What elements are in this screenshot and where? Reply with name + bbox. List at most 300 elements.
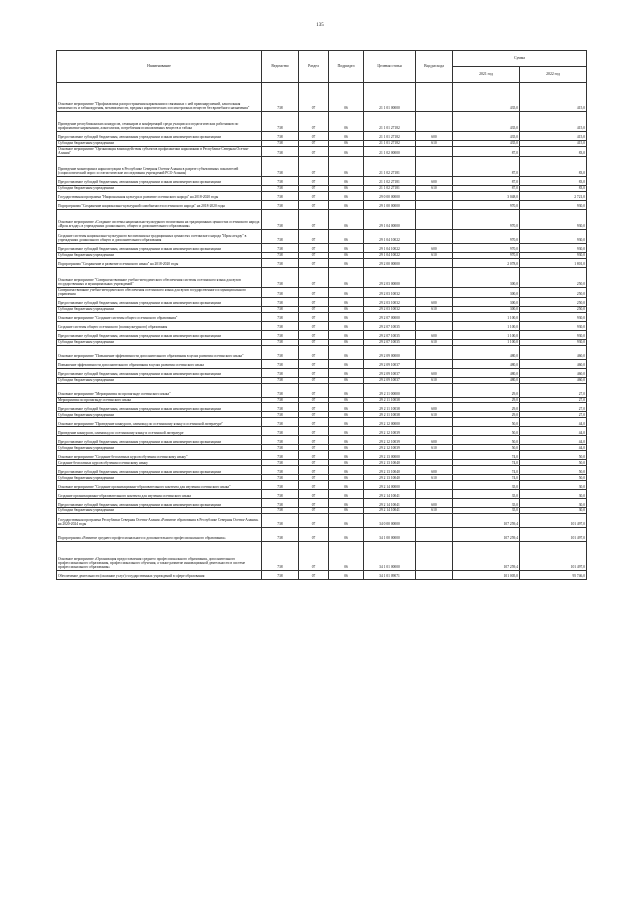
row-section: 07 — [299, 499, 329, 508]
row-section: 07 — [299, 321, 329, 330]
table-row — [57, 146, 587, 156]
row-sum-2022: 50,0 — [520, 451, 587, 460]
row-name: Предоставление субсидий бюджетным, автономным учреждениям и иным некоммерческим организациям — [57, 499, 262, 508]
row-name: Субсидии бюджетным учреждениям — [57, 185, 262, 191]
row-section: 07 — [299, 229, 329, 243]
table-row — [57, 200, 587, 209]
row-department: 738 — [262, 460, 299, 466]
table-body — [57, 83, 587, 580]
row-section: 07 — [299, 466, 329, 475]
row-target-article: 29 2 09 10037 — [364, 359, 416, 368]
row-sum-2022: 27,0 — [520, 383, 587, 397]
row-target-article: 29 2 13 10040 — [364, 466, 416, 475]
row-section: 07 — [299, 83, 329, 112]
row-section: 07 — [299, 513, 329, 527]
row-subsection: 06 — [329, 490, 364, 499]
row-expense-type: 600 — [416, 436, 453, 445]
row-target-article: 29 2 13 10040 — [364, 460, 416, 466]
row-department: 738 — [262, 112, 299, 132]
row-sum-2022: 250,0 — [520, 297, 587, 306]
row-section: 07 — [299, 570, 329, 579]
row-name: Субсидии бюджетным учреждениям — [57, 412, 262, 418]
row-subsection: 06 — [329, 141, 364, 147]
row-section: 07 — [299, 243, 329, 252]
row-sum-2021: 300,0 — [453, 297, 520, 306]
table-row — [57, 297, 587, 306]
row-name: Создание системы национально-культурного воспитания на традиционных ценностях осетинского народа "Ирон агъдау" в учреждениях дошкольного общего и дополнительного образования — [57, 229, 262, 243]
row-name: Основное мероприятие "Совершенствование учебно-методического обеспечения системы осетинского языка для вузов государственных и муниципальных учреждений" — [57, 267, 262, 287]
header-name: Наименование — [57, 51, 262, 83]
row-subsection: 06 — [329, 321, 364, 330]
row-subsection: 06 — [329, 499, 364, 508]
row-department: 738 — [262, 403, 299, 412]
row-department: 738 — [262, 132, 299, 141]
row-department: 738 — [262, 541, 299, 570]
row-subsection: 06 — [329, 527, 364, 541]
table-row — [57, 330, 587, 339]
row-expense-type — [416, 513, 453, 527]
row-section: 07 — [299, 383, 329, 397]
table-row — [57, 287, 587, 297]
row-expense-type: 600 — [416, 330, 453, 339]
row-subsection: 06 — [329, 466, 364, 475]
row-sum-2021: 480,0 — [453, 377, 520, 383]
row-subsection: 06 — [329, 427, 364, 436]
row-department: 738 — [262, 513, 299, 527]
page-number: 135 — [316, 23, 324, 28]
row-department: 738 — [262, 418, 299, 427]
row-department: 738 — [262, 156, 299, 176]
row-sum-2022: 415,0 — [520, 132, 587, 141]
row-sum-2021: 87,0 — [453, 146, 520, 156]
row-sum-2021: 35,0 — [453, 508, 520, 514]
row-target-article: 21 1 01 27182 — [364, 132, 416, 141]
row-subsection: 06 — [329, 243, 364, 252]
row-sum-2022: 930,0 — [520, 339, 587, 345]
header-year-2021: 2021 год — [453, 67, 520, 83]
row-sum-2021: 29,0 — [453, 403, 520, 412]
row-subsection: 06 — [329, 112, 364, 132]
row-sum-2022: 460,0 — [520, 368, 587, 377]
row-expense-type: 610 — [416, 445, 453, 451]
row-department: 738 — [262, 176, 299, 185]
row-sum-2022: 83,0 — [520, 146, 587, 156]
row-sum-2021: 29,0 — [453, 397, 520, 403]
row-subsection: 06 — [329, 451, 364, 460]
row-subsection: 06 — [329, 377, 364, 383]
row-section: 07 — [299, 297, 329, 306]
row-name: Предоставление субсидий бюджетным, автономным учреждениям и иным некоммерческим организациям — [57, 176, 262, 185]
row-target-article: 21 1 01 00000 — [364, 83, 416, 112]
row-expense-type — [416, 490, 453, 499]
header-department: Ведомство — [262, 51, 299, 83]
row-section: 07 — [299, 541, 329, 570]
row-target-article: 29 2 14 10041 — [364, 508, 416, 514]
row-sum-2022: 250,0 — [520, 287, 587, 297]
row-target-article: 29 2 13 00000 — [364, 451, 416, 460]
row-department: 738 — [262, 481, 299, 490]
row-name: Субсидии бюджетным учреждениям — [57, 339, 262, 345]
row-section: 07 — [299, 418, 329, 427]
header-year-2022: 2022 год — [520, 67, 587, 83]
row-sum-2022: 44,0 — [520, 445, 587, 451]
row-target-article: 29 2 00 00000 — [364, 258, 416, 267]
table-header — [57, 51, 587, 83]
row-subsection: 06 — [329, 513, 364, 527]
row-sum-2021: 87,0 — [453, 176, 520, 185]
row-target-article: 29 2 14 00000 — [364, 481, 416, 490]
row-department: 738 — [262, 445, 299, 451]
row-subsection: 06 — [329, 146, 364, 156]
row-department: 738 — [262, 527, 299, 541]
row-sum-2022: 27,0 — [520, 397, 587, 403]
row-sum-2022: 30,0 — [520, 490, 587, 499]
row-subsection: 06 — [329, 445, 364, 451]
row-name: Повышение эффективности дополнительного образования в целях развития осетинского языка — [57, 359, 262, 368]
row-subsection: 06 — [329, 185, 364, 191]
row-sum-2021: 50,0 — [453, 436, 520, 445]
row-department: 738 — [262, 339, 299, 345]
row-target-article: 21 1 02 00000 — [364, 146, 416, 156]
row-subsection: 06 — [329, 330, 364, 339]
row-sum-2022: 415,0 — [520, 112, 587, 132]
row-target-article: 29 1 04 10022 — [364, 252, 416, 258]
row-section: 07 — [299, 475, 329, 481]
row-subsection: 06 — [329, 306, 364, 312]
row-sum-2022: 50,0 — [520, 460, 587, 466]
row-department: 738 — [262, 229, 299, 243]
row-subsection: 06 — [329, 508, 364, 514]
row-department: 738 — [262, 191, 299, 200]
row-expense-type — [416, 312, 453, 321]
row-department: 738 — [262, 475, 299, 481]
header-subsection: Подраздел — [329, 51, 364, 83]
header-expense-type: Вид расхода — [416, 51, 453, 83]
row-sum-2022: 27,0 — [520, 403, 587, 412]
row-sum-2022: 930,0 — [520, 200, 587, 209]
row-name: Основное мероприятие "Создание бесплатных курсов обучения осетинскому языку" — [57, 451, 262, 460]
row-name: Государственная программа Республики Северная Осетия-Алания «Развитие образования в Республике Северная Осетия-Алания» на 2020-2024 годы — [57, 513, 262, 527]
row-section: 07 — [299, 200, 329, 209]
row-target-article: 29 2 03 10032 — [364, 297, 416, 306]
row-sum-2021: 1 100,0 — [453, 339, 520, 345]
row-department: 738 — [262, 321, 299, 330]
row-section: 07 — [299, 527, 329, 541]
table-row — [57, 359, 587, 368]
row-subsection: 06 — [329, 368, 364, 377]
row-sum-2022: 930,0 — [520, 243, 587, 252]
row-target-article: 21 1 01 27182 — [364, 112, 416, 132]
row-subsection: 06 — [329, 312, 364, 321]
row-section: 07 — [299, 436, 329, 445]
row-subsection: 06 — [329, 345, 364, 359]
row-sum-2021: 970,0 — [453, 252, 520, 258]
row-section: 07 — [299, 132, 329, 141]
row-section: 07 — [299, 176, 329, 185]
row-department: 738 — [262, 330, 299, 339]
row-target-article: 29 2 12 10039 — [364, 445, 416, 451]
row-expense-type — [416, 287, 453, 297]
row-sum-2021: 435,0 — [453, 83, 520, 112]
table-row — [57, 267, 587, 287]
row-sum-2021: 435,0 — [453, 132, 520, 141]
row-sum-2022: 1 801,0 — [520, 258, 587, 267]
table-row — [57, 83, 587, 112]
row-sum-2021: 480,0 — [453, 345, 520, 359]
row-target-article: 29 2 03 00000 — [364, 267, 416, 287]
table-row — [57, 191, 587, 200]
row-section: 07 — [299, 209, 329, 229]
row-sum-2022: 415,0 — [520, 83, 587, 112]
table-row — [57, 321, 587, 330]
row-sum-2022: 44,0 — [520, 418, 587, 427]
row-expense-type — [416, 191, 453, 200]
row-department: 738 — [262, 397, 299, 403]
row-expense-type: 600 — [416, 243, 453, 252]
row-expense-type: 600 — [416, 132, 453, 141]
row-section: 07 — [299, 258, 329, 267]
row-section: 07 — [299, 330, 329, 339]
row-subsection: 06 — [329, 267, 364, 287]
row-department: 738 — [262, 141, 299, 147]
row-expense-type: 600 — [416, 176, 453, 185]
row-name: Основное мероприятие «Создание системы национально-культурного воспитания на традиционных ценностях осетинского народа «Ирон агъдау» в учреждениях дошкольного, общего и дополнительного образования» — [57, 209, 262, 229]
row-sum-2022: 460,0 — [520, 345, 587, 359]
row-sum-2021: 107 259,4 — [453, 513, 520, 527]
row-section: 07 — [299, 287, 329, 297]
row-section: 07 — [299, 191, 329, 200]
row-name: Предоставление субсидий бюджетным, автономным учреждениям и иным некоммерческим организациям — [57, 436, 262, 445]
row-section: 07 — [299, 427, 329, 436]
row-sum-2022: 930,0 — [520, 330, 587, 339]
row-target-article: 29 2 03 10032 — [364, 287, 416, 297]
row-department: 738 — [262, 287, 299, 297]
row-expense-type — [416, 418, 453, 427]
row-sum-2022: 30,0 — [520, 499, 587, 508]
row-subsection: 06 — [329, 481, 364, 490]
row-section: 07 — [299, 185, 329, 191]
row-department: 738 — [262, 368, 299, 377]
row-target-article: 29 2 09 10037 — [364, 368, 416, 377]
row-sum-2021: 74,0 — [453, 475, 520, 481]
row-name: Создание бесплатных курсов обучения осетинскому языку — [57, 460, 262, 466]
row-section: 07 — [299, 156, 329, 176]
row-sum-2021: 50,0 — [453, 418, 520, 427]
row-name: Основное мероприятие «Организация предоставления среднего профессионального образования, дополнительного профессионального образования, профессионального обучения, а также развитие инновационной деятельности в системе профессионального образования» — [57, 541, 262, 570]
header-target-article: Целевая статья — [364, 51, 416, 83]
table-row — [57, 112, 587, 132]
row-subsection: 06 — [329, 229, 364, 243]
row-name: Основное мероприятие "Организация взаимодействия субъектов профилактики наркомании в Республике Северная Осетия-Алания" — [57, 146, 262, 156]
row-sum-2021: 50,0 — [453, 445, 520, 451]
row-expense-type — [416, 267, 453, 287]
row-name: Создание системы общего осетинского (поликультурного) образования — [57, 321, 262, 330]
row-target-article: 29 1 04 00000 — [364, 209, 416, 229]
row-expense-type — [416, 359, 453, 368]
row-section: 07 — [299, 481, 329, 490]
row-name: Предоставление субсидий бюджетным, автономным учреждениям и иным некоммерческим организациям — [57, 466, 262, 475]
row-sum-2021: 435,0 — [453, 112, 520, 132]
row-department: 738 — [262, 466, 299, 475]
row-name: Мероприятия по пропаганде осетинского языка — [57, 397, 262, 403]
row-target-article: 34 1 01 00000 — [364, 541, 416, 570]
row-subsection: 06 — [329, 191, 364, 200]
row-sum-2022: 83,0 — [520, 176, 587, 185]
row-section: 07 — [299, 451, 329, 460]
row-subsection: 06 — [329, 176, 364, 185]
row-department: 738 — [262, 243, 299, 252]
row-target-article: 29 2 07 00000 — [364, 312, 416, 321]
row-department: 738 — [262, 209, 299, 229]
row-name: Основное мероприятие "Повышение эффективности дополнительного образования в целях развития осетинского языка" — [57, 345, 262, 359]
row-sum-2021: 107 259,4 — [453, 527, 520, 541]
row-sum-2021: 29,0 — [453, 412, 520, 418]
row-department: 738 — [262, 252, 299, 258]
row-name: Предоставление субсидий бюджетным, автономным учреждениям и иным некоммерческим организациям — [57, 243, 262, 252]
row-department: 738 — [262, 297, 299, 306]
row-target-article: 21 1 02 27181 — [364, 185, 416, 191]
row-section: 07 — [299, 445, 329, 451]
row-section: 07 — [299, 345, 329, 359]
row-subsection: 06 — [329, 397, 364, 403]
row-expense-type: 610 — [416, 475, 453, 481]
row-expense-type — [416, 427, 453, 436]
row-name: Совершенствование учебно-методического обеспечения осетинского языка для вузов государственного и муниципального управления — [57, 287, 262, 297]
table-row — [57, 243, 587, 252]
row-expense-type — [416, 146, 453, 156]
table-row — [57, 427, 587, 436]
header-section: Раздел — [299, 51, 329, 83]
table-row — [57, 312, 587, 321]
table-row — [57, 499, 587, 508]
row-section: 07 — [299, 377, 329, 383]
row-name: Подпрограмма "Сохранение и развитие осетинского языка" на 2018-2020 годы — [57, 258, 262, 267]
row-subsection: 06 — [329, 252, 364, 258]
row-expense-type — [416, 481, 453, 490]
row-name: Субсидии бюджетным учреждениям — [57, 445, 262, 451]
row-section: 07 — [299, 397, 329, 403]
row-name: Подпрограмма "Сохранение национально-культурной самобытности осетинского народа" на 2018-2020 годы — [57, 200, 262, 209]
row-name: Предоставление субсидий бюджетным, автономным учреждениям и иным некоммерческим организациям — [57, 297, 262, 306]
row-expense-type: 600 — [416, 466, 453, 475]
row-target-article: 21 1 02 27181 — [364, 156, 416, 176]
row-subsection: 06 — [329, 418, 364, 427]
row-department: 738 — [262, 383, 299, 397]
table-row — [57, 383, 587, 397]
row-sum-2021: 970,0 — [453, 229, 520, 243]
row-section: 07 — [299, 359, 329, 368]
row-name: Государственная программа "Национальная культура и развитие осетинского народа" на 2018-2020 годы — [57, 191, 262, 200]
row-sum-2021: 35,0 — [453, 490, 520, 499]
row-sum-2021: 1 100,0 — [453, 330, 520, 339]
row-subsection: 06 — [329, 383, 364, 397]
row-sum-2022: 50,0 — [520, 475, 587, 481]
row-department: 738 — [262, 427, 299, 436]
row-section: 07 — [299, 403, 329, 412]
row-section: 07 — [299, 306, 329, 312]
row-sum-2021: 74,0 — [453, 466, 520, 475]
row-target-article: 29 2 11 10038 — [364, 403, 416, 412]
row-target-article: 29 2 13 10040 — [364, 475, 416, 481]
row-target-article: 29 2 14 10041 — [364, 490, 416, 499]
row-sum-2021: 2 078,0 — [453, 258, 520, 267]
row-sum-2022: 930,0 — [520, 321, 587, 330]
row-subsection: 06 — [329, 475, 364, 481]
row-sum-2022: 101 497,0 — [520, 513, 587, 527]
row-subsection: 06 — [329, 339, 364, 345]
row-expense-type: 610 — [416, 252, 453, 258]
table-row — [57, 176, 587, 185]
table-row — [57, 527, 587, 541]
row-department: 738 — [262, 345, 299, 359]
row-target-article: 29 0 00 00000 — [364, 191, 416, 200]
row-target-article: 29 2 07 10035 — [364, 321, 416, 330]
row-section: 07 — [299, 252, 329, 258]
row-department: 738 — [262, 267, 299, 287]
row-name: Субсидии бюджетным учреждениям — [57, 306, 262, 312]
row-sum-2022: 27,0 — [520, 412, 587, 418]
row-target-article: 29 2 11 10038 — [364, 397, 416, 403]
row-expense-type — [416, 258, 453, 267]
row-subsection: 06 — [329, 570, 364, 579]
row-subsection: 06 — [329, 297, 364, 306]
row-expense-type — [416, 570, 453, 579]
row-target-article: 29 1 00 00000 — [364, 200, 416, 209]
row-section: 07 — [299, 490, 329, 499]
row-expense-type — [416, 200, 453, 209]
row-subsection: 06 — [329, 359, 364, 368]
row-name: Создание организационно-образовательного контента для изучения осетинского языка — [57, 490, 262, 499]
row-department: 738 — [262, 83, 299, 112]
row-name: Субсидии бюджетным учреждениям — [57, 252, 262, 258]
row-target-article: 29 2 09 10037 — [364, 377, 416, 383]
row-expense-type: 610 — [416, 339, 453, 345]
row-name: Проведение конкурсов, олимпиад по осетинскому языку и осетинской литературе — [57, 427, 262, 436]
row-expense-type — [416, 527, 453, 541]
row-target-article: 29 2 12 00000 — [364, 418, 416, 427]
table-row — [57, 481, 587, 490]
row-department: 738 — [262, 312, 299, 321]
row-sum-2022: 44,0 — [520, 436, 587, 445]
row-sum-2021: 74,0 — [453, 451, 520, 460]
row-subsection: 06 — [329, 209, 364, 229]
table-row — [57, 403, 587, 412]
row-target-article: 29 2 12 10039 — [364, 427, 416, 436]
row-section: 07 — [299, 141, 329, 147]
row-sum-2022: 930,0 — [520, 252, 587, 258]
row-section: 07 — [299, 508, 329, 514]
row-name: Проведение республиканских конкурсов, семинаров и конференций среди учащихся и педагогических работников по профилактике наркомании, алкоголизма, потребления психоактивных веществ и табака — [57, 112, 262, 132]
row-expense-type: 610 — [416, 508, 453, 514]
row-subsection: 06 — [329, 83, 364, 112]
row-expense-type — [416, 112, 453, 132]
row-target-article: 29 2 07 10035 — [364, 330, 416, 339]
row-name: Субсидии бюджетным учреждениям — [57, 508, 262, 514]
row-sum-2021: 480,0 — [453, 368, 520, 377]
row-sum-2021: 300,0 — [453, 267, 520, 287]
row-expense-type: 610 — [416, 141, 453, 147]
row-department: 738 — [262, 200, 299, 209]
row-expense-type: 610 — [416, 377, 453, 383]
table-row — [57, 132, 587, 141]
row-expense-type: 600 — [416, 368, 453, 377]
row-target-article: 29 2 11 00000 — [364, 383, 416, 397]
row-sum-2021: 435,0 — [453, 141, 520, 147]
table-row — [57, 541, 587, 570]
row-sum-2021: 300,0 — [453, 306, 520, 312]
row-expense-type — [416, 321, 453, 330]
row-sum-2022: 930,0 — [520, 209, 587, 229]
